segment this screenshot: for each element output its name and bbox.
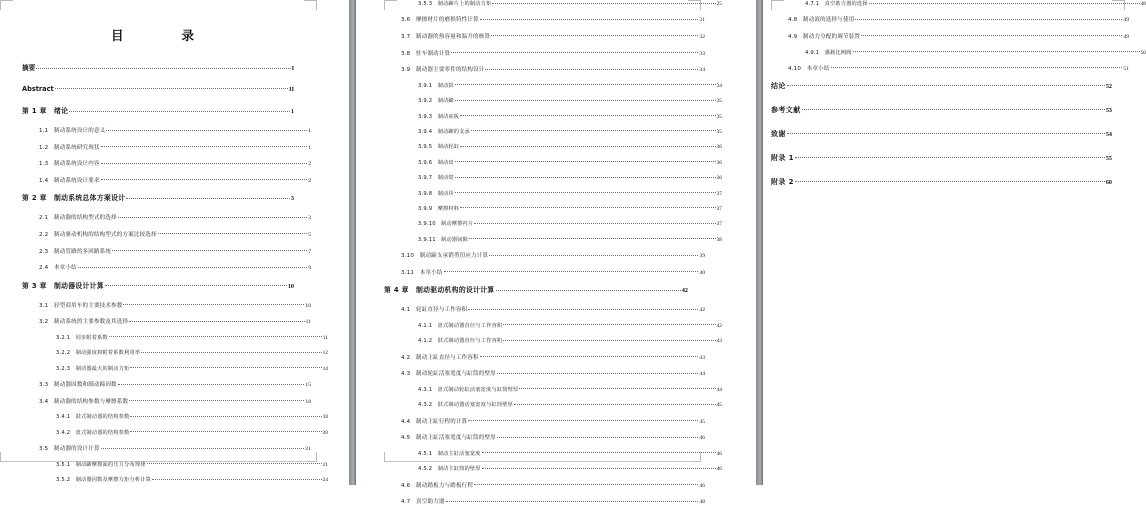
- toc-entry[interactable]: [384, 128, 722, 135]
- toc-entry[interactable]: [22, 444, 311, 452]
- toc-entry-page-number: 53: [1105, 106, 1112, 114]
- toc-entry-page-number: 5: [308, 231, 311, 238]
- toc-leader-dots: [451, 49, 698, 53]
- toc-entry-page-number: 50: [1140, 49, 1146, 56]
- toc-entry[interactable]: [771, 153, 1112, 163]
- toc-entry[interactable]: [22, 263, 311, 271]
- toc-entry[interactable]: [384, 433, 705, 441]
- toc-entry[interactable]: [22, 317, 311, 325]
- toc-leader-dots: [118, 380, 305, 384]
- toc-entry-page-number: 60: [1105, 178, 1112, 186]
- toc-entry-page-number: 48: [1140, 1, 1146, 7]
- toc-entry-label: 3.4.1 鼓式制动器的结构参数: [56, 414, 130, 421]
- toc-entry-label: 3.2.2 制动强度和附着系数利用率: [56, 350, 141, 357]
- toc-entry[interactable]: [22, 280, 294, 290]
- toc-entry-label: 3.2 制动系统的主要参数及其选择: [39, 319, 129, 326]
- toc-entry-label: 第 3 章 制动器设计计算: [22, 281, 104, 290]
- crop-mark-top-right: [304, 0, 317, 10]
- toc-list-page-2: [384, 0, 722, 514]
- toc-entry-label: 3.9.7 制动钳: [418, 175, 454, 182]
- toc-entry[interactable]: [384, 159, 722, 166]
- toc-entry-label: 3.9.10 制动摩擦衬片: [418, 221, 474, 228]
- toc-entry[interactable]: [384, 386, 722, 393]
- toc-entry-label: 3.9 制动器主要零件的结构设计: [401, 67, 485, 74]
- toc-entry-page-number: 44: [699, 371, 705, 378]
- toc-entry[interactable]: [22, 413, 328, 420]
- toc-entry[interactable]: [384, 401, 722, 408]
- toc-entry-page-number: 36: [716, 175, 722, 182]
- toc-leader-dots: [147, 460, 322, 464]
- toc-entry-page-number: 38: [716, 236, 722, 243]
- toc-entry[interactable]: [384, 49, 705, 57]
- toc-entry-page-number: 18: [305, 398, 311, 405]
- toc-leader-dots: [130, 364, 321, 368]
- toc-entry-label: 3.9.3 制动底板: [418, 113, 460, 120]
- toc-entry[interactable]: [22, 429, 328, 436]
- toc-entry-label: 3.5.3 制动蹄片上的制动力矩: [418, 1, 492, 7]
- toc-entry-page-number: 42: [716, 322, 722, 329]
- toc-entry-label: 4.2 制动主缸直径与工作容积: [401, 354, 479, 361]
- toc-leader-dots: [105, 281, 287, 286]
- toc-entry-page-number: 2: [308, 177, 311, 184]
- page-sheet-1: [0, 0, 349, 484]
- toc-entry[interactable]: [22, 397, 311, 405]
- toc-entry-label: 3.9.4 制动蹄的支承: [418, 128, 470, 135]
- toc-entry-label: 4.9 制动力分配的调节装置: [788, 33, 861, 40]
- toc-entry-page-number: 46: [716, 450, 722, 457]
- toc-leader-dots: [485, 65, 698, 69]
- toc-entry-page-number: 42: [699, 307, 705, 314]
- toc-entry-page-number: 1: [308, 144, 311, 151]
- toc-entry[interactable]: [22, 105, 294, 115]
- toc-entry-label: 4.3.1 盘式制动轮缸活塞宽度与缸筒壁厚: [418, 386, 519, 393]
- toc-entry-page-number: 55: [1105, 154, 1112, 162]
- toc-entry-page-number: 14: [322, 365, 328, 372]
- document-page-3[interactable]: [763, 0, 1146, 485]
- toc-entry[interactable]: [22, 85, 294, 93]
- toc-entry-label: 3.2.1 同步附着系数: [56, 334, 108, 341]
- toc-entry-page-number: 51: [1123, 65, 1129, 72]
- toc-leader-dots: [158, 230, 308, 234]
- toc-entry[interactable]: [771, 105, 1112, 115]
- toc-entry-label: 3.9.5 制动轮缸: [418, 144, 460, 151]
- toc-entry[interactable]: [384, 236, 722, 243]
- toc-entry[interactable]: [22, 349, 328, 356]
- toc-entry[interactable]: [771, 177, 1112, 187]
- toc-entry[interactable]: [771, 81, 1112, 91]
- toc-entry[interactable]: [771, 0, 1146, 7]
- toc-entry-page-number: 49: [1123, 33, 1129, 40]
- toc-entry[interactable]: [771, 49, 1146, 56]
- toc-entry-label: 3.5.1 制动蹄摩擦面的压力分布规律: [56, 461, 146, 468]
- toc-leader-dots: [497, 369, 699, 373]
- toc-entry-page-number: 46: [699, 482, 705, 489]
- toc-entry[interactable]: [384, 417, 705, 425]
- toc-entry[interactable]: [22, 334, 328, 341]
- toc-entry-page-number: 46: [716, 466, 722, 473]
- toc-leader-dots: [455, 158, 716, 162]
- toc-leader-dots: [514, 400, 716, 404]
- toc-entry-label: 附录 1: [771, 153, 794, 162]
- toc-entry-page-number: 45: [699, 418, 705, 425]
- toc-entry[interactable]: [22, 301, 311, 309]
- toc-entry[interactable]: [22, 476, 328, 483]
- toc-entry-page-number: 40: [699, 269, 705, 276]
- toc-entry[interactable]: [384, 284, 688, 294]
- toc-leader-dots: [118, 213, 307, 217]
- toc-entry[interactable]: [384, 143, 722, 150]
- toc-leader-dots: [129, 317, 304, 321]
- document-page-1[interactable]: [0, 0, 349, 485]
- toc-entry-page-number: 2: [308, 161, 311, 168]
- toc-entry-page-number: 43: [716, 338, 722, 345]
- toc-leader-dots: [101, 176, 308, 180]
- toc-entry[interactable]: [771, 15, 1129, 23]
- toc-entry-label: 3.9.9 摩擦材料: [418, 205, 460, 212]
- toc-entry-label: 3.10 制动蹄支承销剪切应力计算: [401, 253, 489, 260]
- toc-entry-page-number: 33: [699, 50, 705, 57]
- toc-entry-label: 参考文献: [771, 105, 801, 114]
- page-title: 目 录: [110, 28, 205, 43]
- toc-leader-dots: [455, 81, 716, 85]
- toc-entry[interactable]: [384, 322, 722, 329]
- toc-entry-label: 第 2 章 制动系统总体方案设计: [22, 194, 126, 203]
- toc-entry[interactable]: [384, 251, 705, 259]
- toc-entry-page-number: 48: [699, 499, 705, 506]
- toc-entry[interactable]: [384, 32, 705, 40]
- toc-entry-page-number: 1: [308, 128, 311, 134]
- toc-leader-dots: [802, 105, 1105, 110]
- crop-mark-top-left: [0, 0, 13, 10]
- toc-entry-label: 第 4 章 制动驱动机构的设计计算: [384, 286, 495, 295]
- toc-leader-dots: [455, 189, 716, 193]
- toc-entry[interactable]: [384, 353, 705, 361]
- toc-leader-dots: [109, 333, 322, 337]
- toc-leader-dots: [460, 143, 715, 147]
- toc-entry-label: 致谢: [771, 129, 786, 138]
- toc-entry-label: 1.1 制动系统设计的意义: [39, 128, 106, 134]
- toc-leader-dots: [496, 286, 681, 291]
- toc-entry-page-number: 39: [699, 253, 705, 260]
- toc-entry-page-number: 36: [716, 144, 722, 151]
- toc-entry-label: 3.5 制动器的设计计算: [39, 446, 100, 453]
- toc-leader-dots: [474, 220, 715, 224]
- toc-entry-page-number: 37: [716, 205, 722, 212]
- toc-entry-label: 结论: [771, 81, 786, 90]
- toc-entry-label: 3.9.8 制动块: [418, 190, 454, 197]
- toc-leader-dots: [853, 48, 1140, 52]
- toc-entry-page-number: 10: [305, 302, 311, 309]
- toc-entry-page-number: 34: [716, 82, 722, 89]
- toc-leader-dots: [795, 153, 1105, 158]
- toc-leader-dots: [469, 235, 716, 239]
- toc-entry[interactable]: [384, 190, 722, 197]
- toc-leader-dots: [489, 251, 698, 255]
- toc-entry[interactable]: [22, 230, 311, 238]
- toc-entry-page-number: 25: [716, 1, 722, 7]
- toc-entry-page-number: 37: [716, 221, 722, 228]
- toc-leader-dots: [482, 464, 716, 468]
- toc-entry-page-number: 12: [322, 350, 328, 357]
- toc-leader-dots: [101, 159, 308, 163]
- toc-leader-dots: [446, 497, 699, 501]
- toc-entry-label: 4.9.1 感载比例阀: [805, 49, 852, 56]
- toc-entry-page-number: 36: [716, 159, 722, 166]
- toc-leader-dots: [78, 263, 307, 267]
- toc-entry[interactable]: [771, 129, 1112, 139]
- toc-entry-label: 4.3.2 鼓式制动器活塞宽度与缸筒壁厚: [418, 402, 514, 409]
- toc-entry[interactable]: [22, 213, 311, 221]
- toc-entry-page-number: 32: [699, 33, 705, 40]
- toc-entry[interactable]: [384, 97, 722, 104]
- toc-entry[interactable]: [22, 365, 328, 372]
- toc-entry-label: 4.5 制动主缸活塞宽度与缸筒的壁厚: [401, 435, 496, 442]
- toc-leader-dots: [468, 417, 698, 421]
- toc-entry-label: 3.2.3 制动器最大的制动力矩: [56, 365, 130, 372]
- toc-entry-page-number: 31: [699, 17, 705, 24]
- toc-leader-dots: [460, 112, 715, 116]
- toc-entry-page-number: 11: [322, 334, 328, 341]
- toc-entry-label: 3.6 摩擦材片的磨损特性计算: [401, 17, 479, 24]
- toc-entry-page-number: 7: [308, 248, 311, 255]
- toc-list-page-1: [22, 62, 328, 491]
- toc-leader-dots: [480, 353, 699, 357]
- toc-entry[interactable]: [384, 305, 705, 313]
- toc-leader-dots: [482, 449, 716, 453]
- toc-leader-dots: [455, 96, 716, 100]
- toc-entry-page-number: II: [289, 85, 294, 93]
- toc-leader-dots: [130, 428, 321, 432]
- toc-entry[interactable]: [384, 113, 722, 120]
- toc-entry[interactable]: [384, 65, 705, 73]
- toc-leader-dots: [112, 247, 307, 251]
- toc-entry[interactable]: [22, 62, 294, 72]
- toc-entry[interactable]: [384, 465, 722, 472]
- toc-entry-page-number: 9: [308, 265, 311, 272]
- toc-entry-label: Abstract: [22, 84, 54, 93]
- toc-entry-label: 2.2 制动驱动机构的结构型式的方案比较选择: [39, 231, 157, 238]
- toc-leader-dots: [152, 475, 322, 479]
- toc-entry-page-number: 21: [322, 461, 328, 468]
- toc-entry[interactable]: [771, 32, 1129, 40]
- toc-leader-dots: [480, 15, 699, 19]
- toc-entry-label: 4.1.2 鼓式制动器直径与工作容积: [418, 338, 503, 345]
- toc-entry-page-number: 37: [716, 190, 722, 197]
- toc-entry-label: 2.1 制动器的结构型式的选择: [39, 215, 117, 222]
- toc-entry-page-number: I: [291, 65, 294, 72]
- toc-leader-dots: [455, 173, 716, 177]
- toc-leader-dots: [503, 321, 715, 325]
- toc-leader-dots: [497, 433, 699, 437]
- toc-entry-label: 3.1 轻型商用车的主要技术参数: [39, 302, 123, 309]
- toc-entry[interactable]: [384, 174, 722, 181]
- toc-entry-label: 3.4.2 盘式制动器的结构参数: [56, 429, 130, 436]
- toc-leader-dots: [787, 129, 1105, 134]
- page-divider-1: [349, 0, 356, 485]
- toc-leader-dots: [861, 32, 1122, 36]
- toc-entry-label: 3.9.11 制动器间隙: [418, 236, 469, 243]
- toc-entry-label: 3.9.1 制动鼓: [418, 82, 454, 89]
- toc-entry-label: 3.5.2 制动器因数及摩擦力矩分析计算: [56, 477, 152, 484]
- toc-entry-label: 3.3 制动器因数和制动蹄因数: [39, 382, 117, 389]
- toc-leader-dots: [519, 385, 715, 389]
- toc-leader-dots: [460, 204, 715, 208]
- toc-entry-label: 4.3 制动轮缸活塞宽度与缸筒的壁厚: [401, 371, 496, 378]
- toc-leader-dots: [55, 84, 289, 89]
- toc-entry-label: 3.9.6 制动盘: [418, 159, 454, 166]
- toc-leader-dots: [795, 177, 1105, 182]
- toc-entry-label: 4.7 真空助力器: [401, 499, 445, 506]
- toc-entry-label: 3.4 制动器的结构参数与摩擦系数: [39, 398, 129, 405]
- toc-leader-dots: [787, 81, 1105, 86]
- toc-entry[interactable]: [384, 268, 705, 276]
- toc-entry[interactable]: [384, 205, 722, 212]
- toc-leader-dots: [471, 127, 716, 131]
- toc-entry-page-number: 3: [290, 195, 294, 203]
- toc-leader-dots: [126, 194, 289, 199]
- toc-entry-page-number: 49: [1123, 17, 1129, 24]
- toc-leader-dots: [69, 106, 290, 111]
- toc-leader-dots: [130, 413, 321, 417]
- toc-entry-label: 4.6 制动踏板力与踏板行程: [401, 482, 474, 489]
- toc-entry[interactable]: [384, 337, 722, 344]
- toc-entry-page-number: 43: [699, 354, 705, 361]
- document-page-2[interactable]: [356, 0, 756, 506]
- toc-entry[interactable]: [22, 159, 311, 167]
- toc-leader-dots: [36, 63, 290, 68]
- toc-entry-label: 第 1 章 绪论: [22, 107, 69, 115]
- toc-entry[interactable]: [22, 380, 311, 388]
- toc-entry-page-number: 10: [287, 282, 294, 290]
- toc-leader-dots: [101, 444, 305, 448]
- toc-leader-dots: [444, 268, 699, 272]
- toc-entry-page-number: 35: [716, 98, 722, 105]
- toc-entry-page-number: 11: [305, 319, 311, 326]
- toc-leader-dots: [492, 0, 715, 4]
- toc-leader-dots: [491, 32, 698, 36]
- toc-entry[interactable]: [22, 126, 311, 134]
- toc-entry[interactable]: [384, 450, 722, 457]
- toc-entry-label: 1.3 制动系统设计内容: [39, 161, 100, 168]
- toc-leader-dots: [129, 397, 304, 401]
- toc-entry[interactable]: [384, 82, 722, 89]
- toc-entry-page-number: 15: [305, 382, 311, 389]
- toc-entry-label: 1.4 制动系统设计要求: [39, 177, 100, 184]
- toc-entry[interactable]: [384, 497, 705, 505]
- toc-entry-label: 2.4 本章小结: [39, 265, 77, 272]
- toc-leader-dots: [468, 305, 698, 309]
- toc-leader-dots: [503, 337, 715, 341]
- toc-list-page-3: [771, 0, 1146, 201]
- toc-entry-label: 3.11 本章小结: [401, 269, 443, 276]
- toc-entry-label: 4.5.1 制动主缸活塞宽度: [418, 450, 481, 457]
- toc-leader-dots: [474, 481, 698, 485]
- toc-entry[interactable]: [384, 481, 705, 489]
- toc-entry-page-number: 52: [1105, 82, 1112, 90]
- toc-entry-label: 3.8 驻车制动计算: [401, 50, 451, 57]
- toc-entry-label: 摘要: [22, 64, 36, 72]
- toc-entry-label: 4.1 轮缸直径与工作容积: [401, 307, 468, 314]
- toc-entry[interactable]: [384, 0, 722, 7]
- toc-entry-label: 4.1.1 盘式制动器直径与工作容积: [418, 322, 503, 329]
- toc-entry-page-number: 1: [290, 108, 294, 115]
- toc-entry-label: 4.10 本章小结: [788, 65, 830, 72]
- toc-entry[interactable]: [22, 176, 311, 184]
- toc-entry-label: 3.9.2 制动蹄: [418, 98, 454, 105]
- toc-entry-page-number: 34: [699, 67, 705, 74]
- toc-entry-page-number: 3: [308, 215, 311, 222]
- toc-entry-page-number: 45: [716, 402, 722, 409]
- toc-entry-page-number: 20: [322, 429, 328, 436]
- toc-leader-dots: [123, 301, 304, 305]
- toc-leader-dots: [869, 0, 1140, 4]
- toc-entry-page-number: 44: [716, 386, 722, 393]
- toc-entry[interactable]: [771, 64, 1129, 72]
- toc-entry-page-number: 24: [322, 477, 328, 484]
- toc-entry-label: 4.8 制动液的选择与使用: [788, 17, 855, 24]
- toc-entry-label: 4.4 制动主缸行程的计算: [401, 418, 468, 425]
- toc-entry[interactable]: [384, 369, 705, 377]
- toc-leader-dots: [106, 126, 307, 130]
- toc-entry-page-number: 46: [699, 435, 705, 442]
- toc-leader-dots: [141, 349, 321, 353]
- toc-entry-label: 2.3 制动管路的多回路系统: [39, 248, 112, 255]
- toc-entry-page-number: 42: [681, 287, 688, 295]
- toc-entry-label: 1.2 制动系统研究现状: [39, 144, 100, 151]
- toc-leader-dots: [831, 64, 1123, 68]
- toc-entry-page-number: 35: [716, 128, 722, 135]
- toc-entry-page-number: 54: [1105, 130, 1112, 138]
- toc-entry-page-number: 21: [305, 446, 311, 453]
- toc-entry-label: 3.7 制动器的热容量和温升的核算: [401, 33, 491, 40]
- page-sheet-2: [356, 0, 756, 506]
- toc-leader-dots: [855, 15, 1122, 19]
- toc-entry[interactable]: [22, 247, 311, 255]
- toc-entry-label: 4.5.2 制动主缸筒的壁厚: [418, 466, 481, 473]
- toc-entry-label: 4.7.1 真空助力器的选择: [805, 1, 868, 7]
- toc-entry[interactable]: [22, 461, 328, 468]
- toc-entry[interactable]: [22, 192, 294, 202]
- toc-entry[interactable]: [384, 220, 722, 227]
- toc-entry-page-number: 35: [716, 113, 722, 120]
- toc-entry-page-number: 18: [322, 414, 328, 421]
- toc-leader-dots: [101, 143, 308, 147]
- toc-entry[interactable]: [22, 143, 311, 151]
- page-divider-2: [756, 0, 763, 485]
- page-sheet-3: [763, 0, 1146, 463]
- toc-entry[interactable]: [384, 15, 705, 23]
- toc-entry-label: 附录 2: [771, 177, 794, 186]
